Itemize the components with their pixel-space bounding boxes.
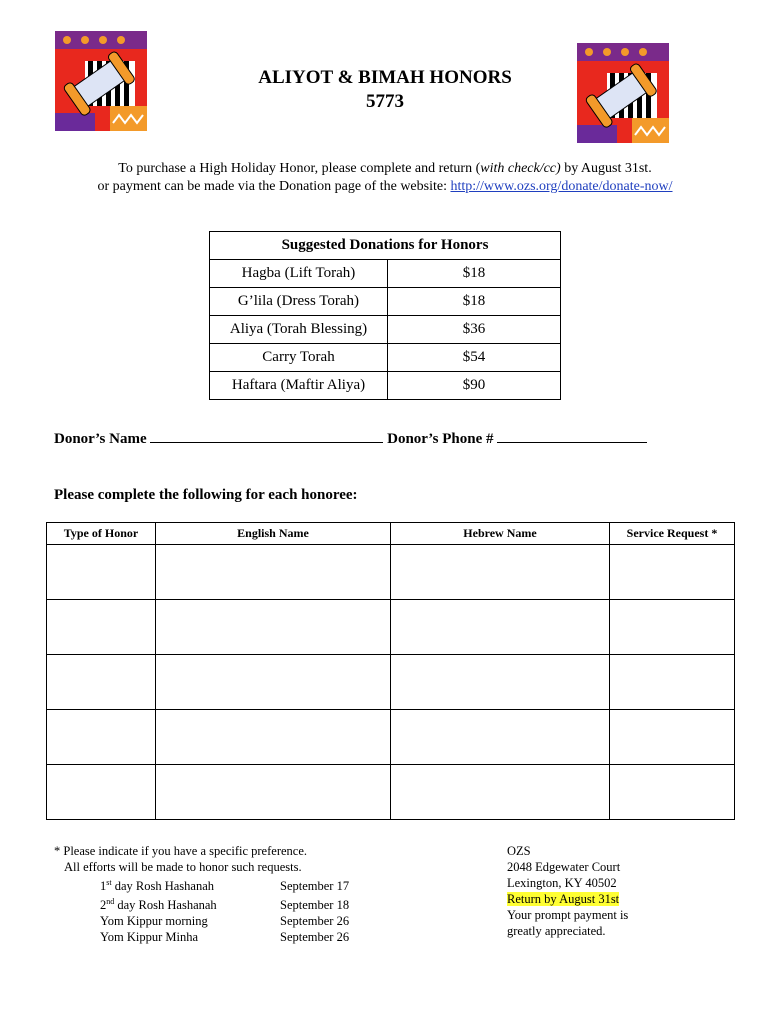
- english-name-cell[interactable]: [156, 655, 391, 710]
- note-line-1: * Please indicate if you have a specific preference.: [54, 844, 307, 858]
- type-of-honor-cell[interactable]: [47, 765, 156, 820]
- suggested-donations-table: [209, 231, 561, 400]
- page-title: [0, 66, 770, 114]
- donor-fields: [54, 428, 647, 448]
- day-ordinal: st: [106, 878, 112, 887]
- intro-line-1: [0, 160, 770, 178]
- donation-row: [210, 288, 561, 316]
- service-request-cell[interactable]: [610, 600, 735, 655]
- donor-phone-label: Donor’s Phone #: [387, 431, 494, 447]
- donation-row: [210, 372, 561, 400]
- schedule-row: [54, 913, 374, 929]
- honor-name: Haftara (Maftir Aliya): [210, 372, 388, 400]
- intro-italic-check: with check/cc): [480, 161, 561, 176]
- schedule-day: [100, 875, 280, 894]
- schedule-date: September 17: [280, 879, 350, 894]
- hebrew-name-cell[interactable]: [391, 600, 610, 655]
- col-service-request: Service Request *: [610, 523, 735, 545]
- service-request-cell[interactable]: [610, 655, 735, 710]
- day-name: day Rosh Hashanah: [114, 898, 217, 913]
- type-of-honor-cell[interactable]: [47, 710, 156, 765]
- preference-notes: [54, 843, 374, 945]
- service-request-cell[interactable]: [610, 710, 735, 765]
- intro-text: [0, 160, 770, 196]
- thanks-line-2: greatly appreciated.: [507, 924, 606, 938]
- hebrew-name-cell[interactable]: [391, 765, 610, 820]
- english-name-cell[interactable]: [156, 600, 391, 655]
- intro-line-1-start: To purchase a High Holiday Honor, please complete and return (: [118, 161, 481, 176]
- intro-line-1-end: by August 31st.: [560, 161, 652, 176]
- honor-name: Carry Torah: [210, 344, 388, 372]
- honor-name: G’lila (Dress Torah): [210, 288, 388, 316]
- service-request-cell[interactable]: [610, 765, 735, 820]
- thanks-line-1: Your prompt payment is: [507, 908, 629, 922]
- donor-name-field[interactable]: [150, 428, 383, 443]
- honor-amount: $36: [388, 316, 561, 344]
- donation-row: [210, 260, 561, 288]
- honor-amount: $54: [388, 344, 561, 372]
- hebrew-name-cell[interactable]: [391, 710, 610, 765]
- day-ordinal: nd: [106, 897, 115, 907]
- schedule-date: September 26: [280, 914, 350, 929]
- table-row: [47, 655, 735, 710]
- schedule-row: [54, 929, 374, 945]
- intro-line-2-start: or payment can be made via the Donation page of the website:: [97, 179, 451, 194]
- day-number: 1: [100, 879, 107, 894]
- donations-heading: Suggested Donations for Honors: [210, 232, 561, 260]
- note-line-2: All efforts will be made to honor such requests.: [64, 860, 302, 874]
- schedule-day: [100, 894, 280, 913]
- donor-phone-field[interactable]: [497, 428, 647, 443]
- day-name: day Rosh Hashanah: [111, 879, 215, 894]
- honor-name: Aliya (Torah Blessing): [210, 316, 388, 344]
- col-english-name: English Name: [156, 523, 391, 545]
- schedule-date: September 26: [280, 930, 350, 945]
- title-line-1: ALIYOT & BIMAH HONORS: [258, 67, 512, 88]
- mailing-address: [507, 843, 628, 939]
- return-deadline: Return by August 31st: [507, 892, 620, 906]
- table-row: [47, 545, 735, 600]
- city-state-zip: Lexington, KY 40502: [507, 876, 617, 890]
- type-of-honor-cell[interactable]: [47, 600, 156, 655]
- honorees-header-row: [47, 523, 735, 545]
- donation-row: [210, 344, 561, 372]
- street-address: 2048 Edgewater Court: [507, 860, 621, 874]
- donor-name-label: Donor’s Name: [54, 431, 147, 447]
- col-hebrew-name: Hebrew Name: [391, 523, 610, 545]
- english-name-cell[interactable]: [156, 710, 391, 765]
- table-row: [47, 600, 735, 655]
- type-of-honor-cell[interactable]: [47, 655, 156, 710]
- title-line-2: 5773: [366, 91, 404, 112]
- schedule-row: [54, 894, 374, 913]
- honor-amount: $18: [388, 288, 561, 316]
- hebrew-name-cell[interactable]: [391, 655, 610, 710]
- intro-line-2: [0, 178, 770, 196]
- org-name: OZS: [507, 844, 531, 858]
- hebrew-name-cell[interactable]: [391, 545, 610, 600]
- table-row: [47, 710, 735, 765]
- service-request-cell[interactable]: [610, 545, 735, 600]
- schedule-date: September 18: [280, 898, 350, 913]
- schedule-day: Yom Kippur Minha: [100, 930, 199, 945]
- donate-link[interactable]: http://www.ozs.org/donate/donate-now/: [450, 179, 673, 194]
- table-row: [47, 765, 735, 820]
- schedule-row: [54, 875, 374, 894]
- honor-amount: $18: [388, 260, 561, 288]
- honor-name: Hagba (Lift Torah): [210, 260, 388, 288]
- honoree-instruction: Please complete the following for each honoree:: [54, 487, 358, 503]
- english-name-cell[interactable]: [156, 765, 391, 820]
- type-of-honor-cell[interactable]: [47, 545, 156, 600]
- honor-amount: $90: [388, 372, 561, 400]
- schedule-day: Yom Kippur morning: [100, 914, 208, 929]
- donation-row: [210, 316, 561, 344]
- day-number: 2: [100, 898, 107, 913]
- honorees-table: [46, 522, 735, 820]
- col-type-of-honor: Type of Honor: [47, 523, 156, 545]
- english-name-cell[interactable]: [156, 545, 391, 600]
